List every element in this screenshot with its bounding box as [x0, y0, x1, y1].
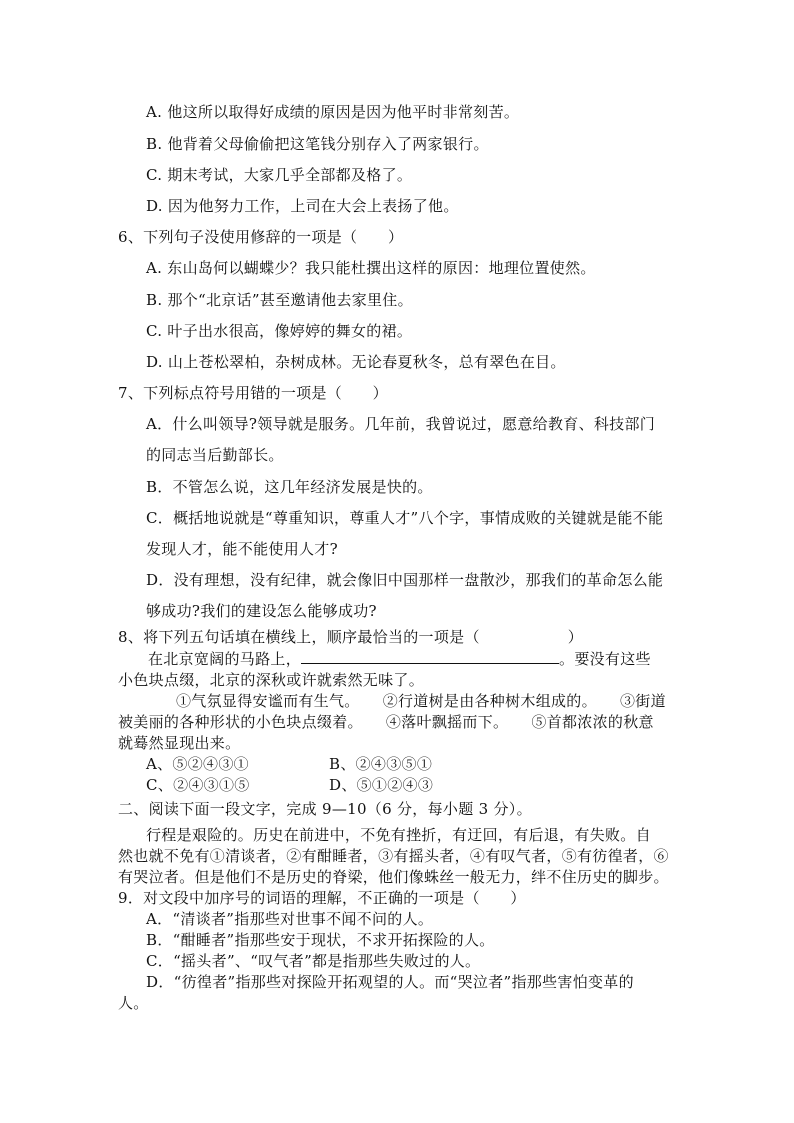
q5-option-d: D. 因为他努力工作，上司在大会上表扬了他。 [146, 197, 459, 215]
q8-items-line1: ①气氛显得安谧而有生气。 ②行道树是由各种树木组成的。 ③街道 [176, 692, 666, 710]
q9-option-a: A．“清谈者”指那些对世事不闻不问的人。 [146, 910, 434, 928]
q9-stem: 9．对文段中加序号的词语的理解，不正确的一项是（ ） [118, 889, 526, 907]
q9-option-d-line2: 人。 [118, 994, 149, 1012]
q8-sentence-end: 。要没有这些 [559, 650, 651, 668]
q8-sentence [148, 649, 651, 669]
q7-stem: 7、下列标点符号用错的一项是（ ） [118, 384, 388, 402]
q8-items-line2: 被美丽的各种形状的小色块点缀着。 ④落叶飘摇而下。 ⑤首都浓浓的秋意 [118, 713, 654, 731]
q9-option-d-line1: D．“彷徨者”指那些对探险开拓观望的人。而“哭泣者”指那些害怕变革的 [146, 973, 634, 991]
q9-option-b: B．“酣睡者”指那些安于现状，不求开拓探险的人。 [146, 931, 495, 949]
q8-items-line3: 就蓦然显现出来。 [118, 734, 241, 752]
section2-paragraph-line1: 行程是艰险的。历史在前进中，不免有挫折，有迂回，有后退，有失败。自 [146, 826, 651, 844]
q8-fill-blank [301, 649, 559, 664]
q6-stem: 6、下列句子没使用修辞的一项是（ ） [118, 228, 404, 246]
q9-option-c: C．“摇头者”、“叹气者”都是指那些失败过的人。 [146, 952, 481, 970]
q6-option-b: B. 那个“北京话”甚至邀请他去家里住。 [146, 291, 413, 309]
section2-heading: 二、阅读下面一段文字，完成 9—10（6 分，每小题 3 分）。 [118, 800, 532, 818]
q8-option-a: A、⑤②④③① [146, 755, 249, 773]
q8-option-b: B、②④③⑤① [329, 755, 433, 773]
q8-stem-close: ） [567, 628, 584, 646]
q8-option-d: D、⑤①②④③ [329, 776, 434, 794]
section2-paragraph-line2: 然也就不免有①清谈者，②有酣睡者，③有摇头者，④有叹气者，⑤有彷徨者，⑥ [118, 847, 669, 865]
q6-option-d: D. 山上苍松翠柏，杂树成林。无论春夏秋冬，总有翠色在目。 [146, 353, 566, 371]
q7-option-d-line1: D．没有理想，没有纪律，就会像旧中国那样一盘散沙，那我们的革命怎么能 [146, 571, 664, 589]
q8-stem-text: 8、将下列五句话填在横线上，顺序最恰当的一项是（ [118, 628, 480, 646]
q6-option-c: C. 叶子出水很高，像婷婷的舞女的裙。 [146, 322, 413, 340]
q7-option-b: B．不管怎么说，这几年经济发展是快的。 [146, 478, 433, 496]
q5-option-c: C. 期末考试，大家几乎全部都及格了。 [146, 166, 413, 184]
q8-sentence-start: 在北京宽阔的马路上， [148, 650, 302, 668]
q5-option-b: B. 他背着父母偷偷把这笔钱分别存入了两家银行。 [146, 135, 489, 153]
q7-option-a-line2: 的同志当后勤部长。 [146, 446, 284, 464]
q5-option-a: A. 他这所以取得好成绩的原因是因为他平时非常刻苦。 [146, 103, 520, 121]
q8-option-c: C、②④③①⑤ [146, 776, 250, 794]
q7-option-c-line1: C．概括地说就是“尊重知识，尊重人才”八个字，事情成败的关键就是能不能 [146, 509, 664, 527]
section2-paragraph-line3: 有哭泣者。但是他们不是历史的脊梁，他们像蛛丝一般无力，绊不住历史的脚步。 [118, 868, 669, 886]
q7-option-c-line2: 发现人才，能不能使用人才? [146, 540, 338, 558]
q7-option-d-line2: 够成功?我们的建设怎么能够成功? [146, 602, 377, 620]
q6-option-a: A. 东山岛何以蝴蝶少？我只能杜撰出这样的原因：地理位置使然。 [146, 259, 596, 277]
q7-option-a-line1: A．什么叫领导?领导就是服务。几年前，我曾说过，愿意给教育、科技部门 [146, 415, 656, 433]
q8-sentence-cont: 小色块点缀，北京的深秋或许就索然无味了。 [118, 671, 425, 689]
q8-stem [118, 627, 583, 647]
